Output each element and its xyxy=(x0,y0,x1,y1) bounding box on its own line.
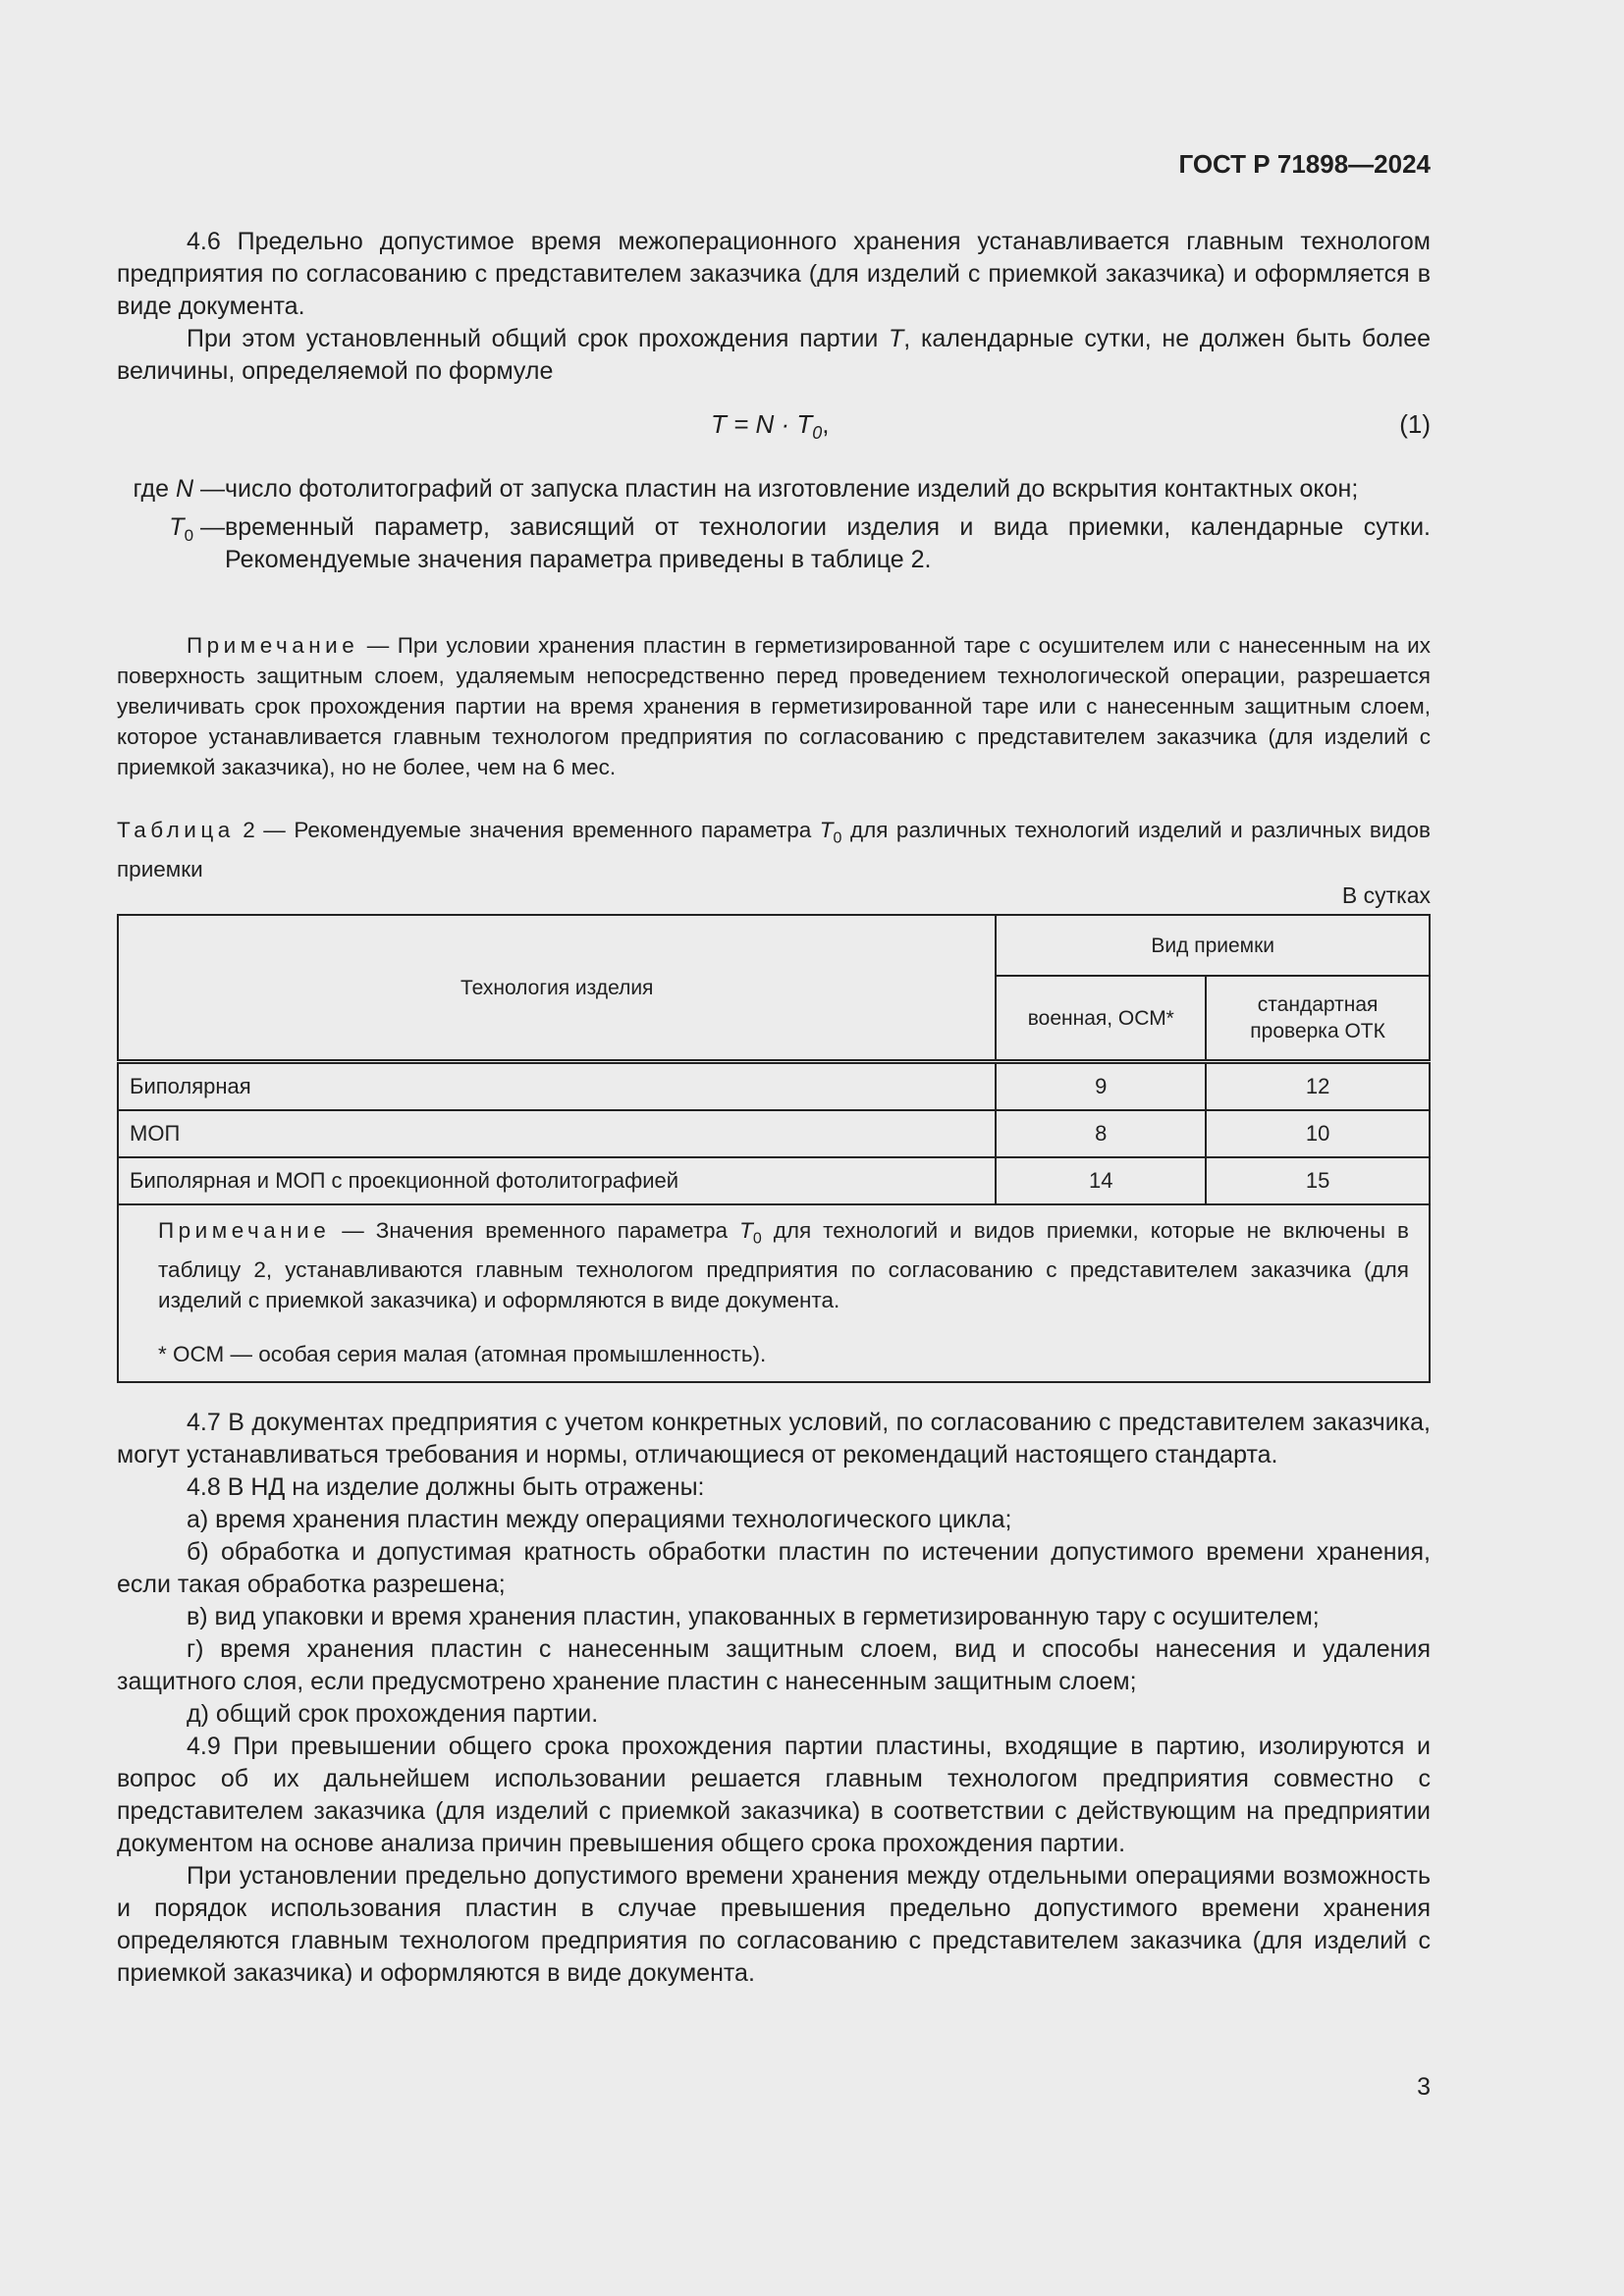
section-4-6-para2: При этом установленный общий срок прохождения партии T, календарные сутки, не должен быть более величины, определяемой по формуле xyxy=(117,325,1431,385)
legend-term-N: где N — xyxy=(133,475,225,503)
table-note-label: Примечание xyxy=(158,1218,331,1243)
legend-text-T0: временный параметр, зависящий от технологии изделия и вида приемки, календарные сутки. Рекомендуемые значения параметра приведены в таблице 2. xyxy=(225,513,1431,573)
note-label: Примечание xyxy=(187,633,359,658)
table-row xyxy=(118,1062,1430,1111)
legend-row-N xyxy=(117,473,1431,506)
table-row xyxy=(118,1157,1430,1204)
symbol-T: T xyxy=(889,325,904,352)
header-acceptance-type: Вид приемки xyxy=(996,915,1430,976)
header-standard: стандартная проверка ОТК xyxy=(1206,976,1430,1062)
section-4-9-para1: 4.9 При превышении общего срока прохождения партии пластины, входящие в партию, изолируются и вопрос об их дальнейшем использовании решается главным технологом предприятия совместно с представителем заказчика (для изделий с приемкой заказчика) в соответствии с действующим на предприятии документом на основе анализа причин превышения общего срока прохождения партии. xyxy=(117,1733,1431,1857)
cell-tech: Биполярная и МОП с проекционной фотолитографией xyxy=(118,1157,996,1204)
formula-1 xyxy=(117,409,1431,449)
table-row xyxy=(118,1110,1430,1157)
cell-standard: 15 xyxy=(1206,1157,1430,1204)
cell-military: 14 xyxy=(996,1157,1206,1204)
formula-number: (1) xyxy=(1399,409,1431,439)
legend-row-T0 xyxy=(117,511,1431,576)
list-item: а) время хранения пластин между операциями технологического цикла; xyxy=(187,1506,1012,1533)
formula-legend xyxy=(117,473,1431,576)
cell-military: 9 xyxy=(996,1062,1206,1111)
section-4-7: 4.7 В документах предприятия с учетом конкретных условий, по согласованию с представителем заказчика, могут устанавливаться требования и нормы, отличающиеся от рекомендаций настоящего стандарта. xyxy=(117,1409,1431,1468)
header-military: военная, ОСМ* xyxy=(996,976,1206,1062)
table-note-row xyxy=(118,1204,1430,1382)
cell-tech: МОП xyxy=(118,1110,996,1157)
list-item: б) обработка и допустимая кратность обработки пластин по истечении допустимого времени хранения, если такая обработка разрешена; xyxy=(117,1538,1431,1598)
list-item: в) вид упаковки и время хранения пластин, упакованных в герметизированную тару с осушителем; xyxy=(187,1603,1320,1630)
table-note: Примечание — Значения временного параметра $T_0$ для технологий и видов приемки, которые не включены в таблицу 2, устанавливаются главным технологом предприятия по согласованию с представителем заказчика (для изделий с приемкой заказчика) и оформляются в виде документа. * ОСМ — особая серия малая (атомная промышленность). xyxy=(158,1215,1409,1369)
section-4-9-para2: При установлении предельно допустимого времени хранения между отдельными операциями возможность и порядок использования пластин в случае превышения предельно допустимого времени хранения определяются главным технологом предприятия по согласованию с представителем заказчика (для изделий с приемкой заказчика) и оформляются в виде документа. xyxy=(117,1862,1431,1987)
cell-tech: Биполярная xyxy=(118,1062,996,1111)
list-item: г) время хранения пластин с нанесенным защитным слоем, вид и способы нанесения и удаления защитного слоя, если предусмотрено хранение пластин с нанесенным защитным слоем; xyxy=(117,1635,1431,1695)
table-units: В сутках xyxy=(1341,882,1431,908)
page-number: 3 xyxy=(1417,2073,1431,2101)
section-4-6-para1: 4.6 Предельно допустимое время межоперационного хранения устанавливается главным технологом предприятия по согласованию с представителем заказчика (для изделий с приемкой заказчика) и оформляется в виде документа. xyxy=(117,228,1431,320)
cell-standard: 12 xyxy=(1206,1062,1430,1111)
cell-standard: 10 xyxy=(1206,1110,1430,1157)
section-4-8-intro: 4.8 В НД на изделие должны быть отражены: xyxy=(187,1473,705,1501)
legend-term-T0: $T_0$ — xyxy=(169,513,225,545)
document-code: ГОСТ Р 71898—2024 xyxy=(1178,149,1431,179)
table-caption-label: Таблица xyxy=(117,818,235,842)
legend-text-N: число фотолитографий от запуска пластин на изготовление изделий до вскрытия контактных окон; xyxy=(225,475,1359,503)
list-item: д) общий срок прохождения партии. xyxy=(187,1700,599,1728)
table-footnote: * ОСМ — особая серия малая (атомная промышленность). xyxy=(158,1341,767,1366)
note-storage xyxy=(117,630,1431,782)
formula-expression: $T = N \cdot T_0$, xyxy=(711,409,830,444)
cell-military: 8 xyxy=(996,1110,1206,1157)
sections-4-7-to-4-9 xyxy=(117,1407,1431,1990)
table-2 xyxy=(117,914,1431,1383)
header-tech: Технология изделия xyxy=(118,915,996,1062)
table-caption: Таблица 2 — Рекомендуемые значения временного параметра $T_0$ для различных технологий изделий и различных видов приемки xyxy=(117,818,1431,881)
note-text: — При условии хранения пластин в герметизированной таре с осушителем или с нанесенным на их поверхность защитным слоем, удаляемым непосредственно перед проведением технологической операции, разрешается увеличивать срок прохождения партии на время хранения в герметизированной таре или с нанесенным защитным слоем, которое устанавливается главным технологом предприятия по согласованию с представителем заказчика (для изделий с приемкой заказчика), но не более, чем на 6 мес. xyxy=(117,633,1431,779)
section-4-6 xyxy=(117,226,1431,388)
